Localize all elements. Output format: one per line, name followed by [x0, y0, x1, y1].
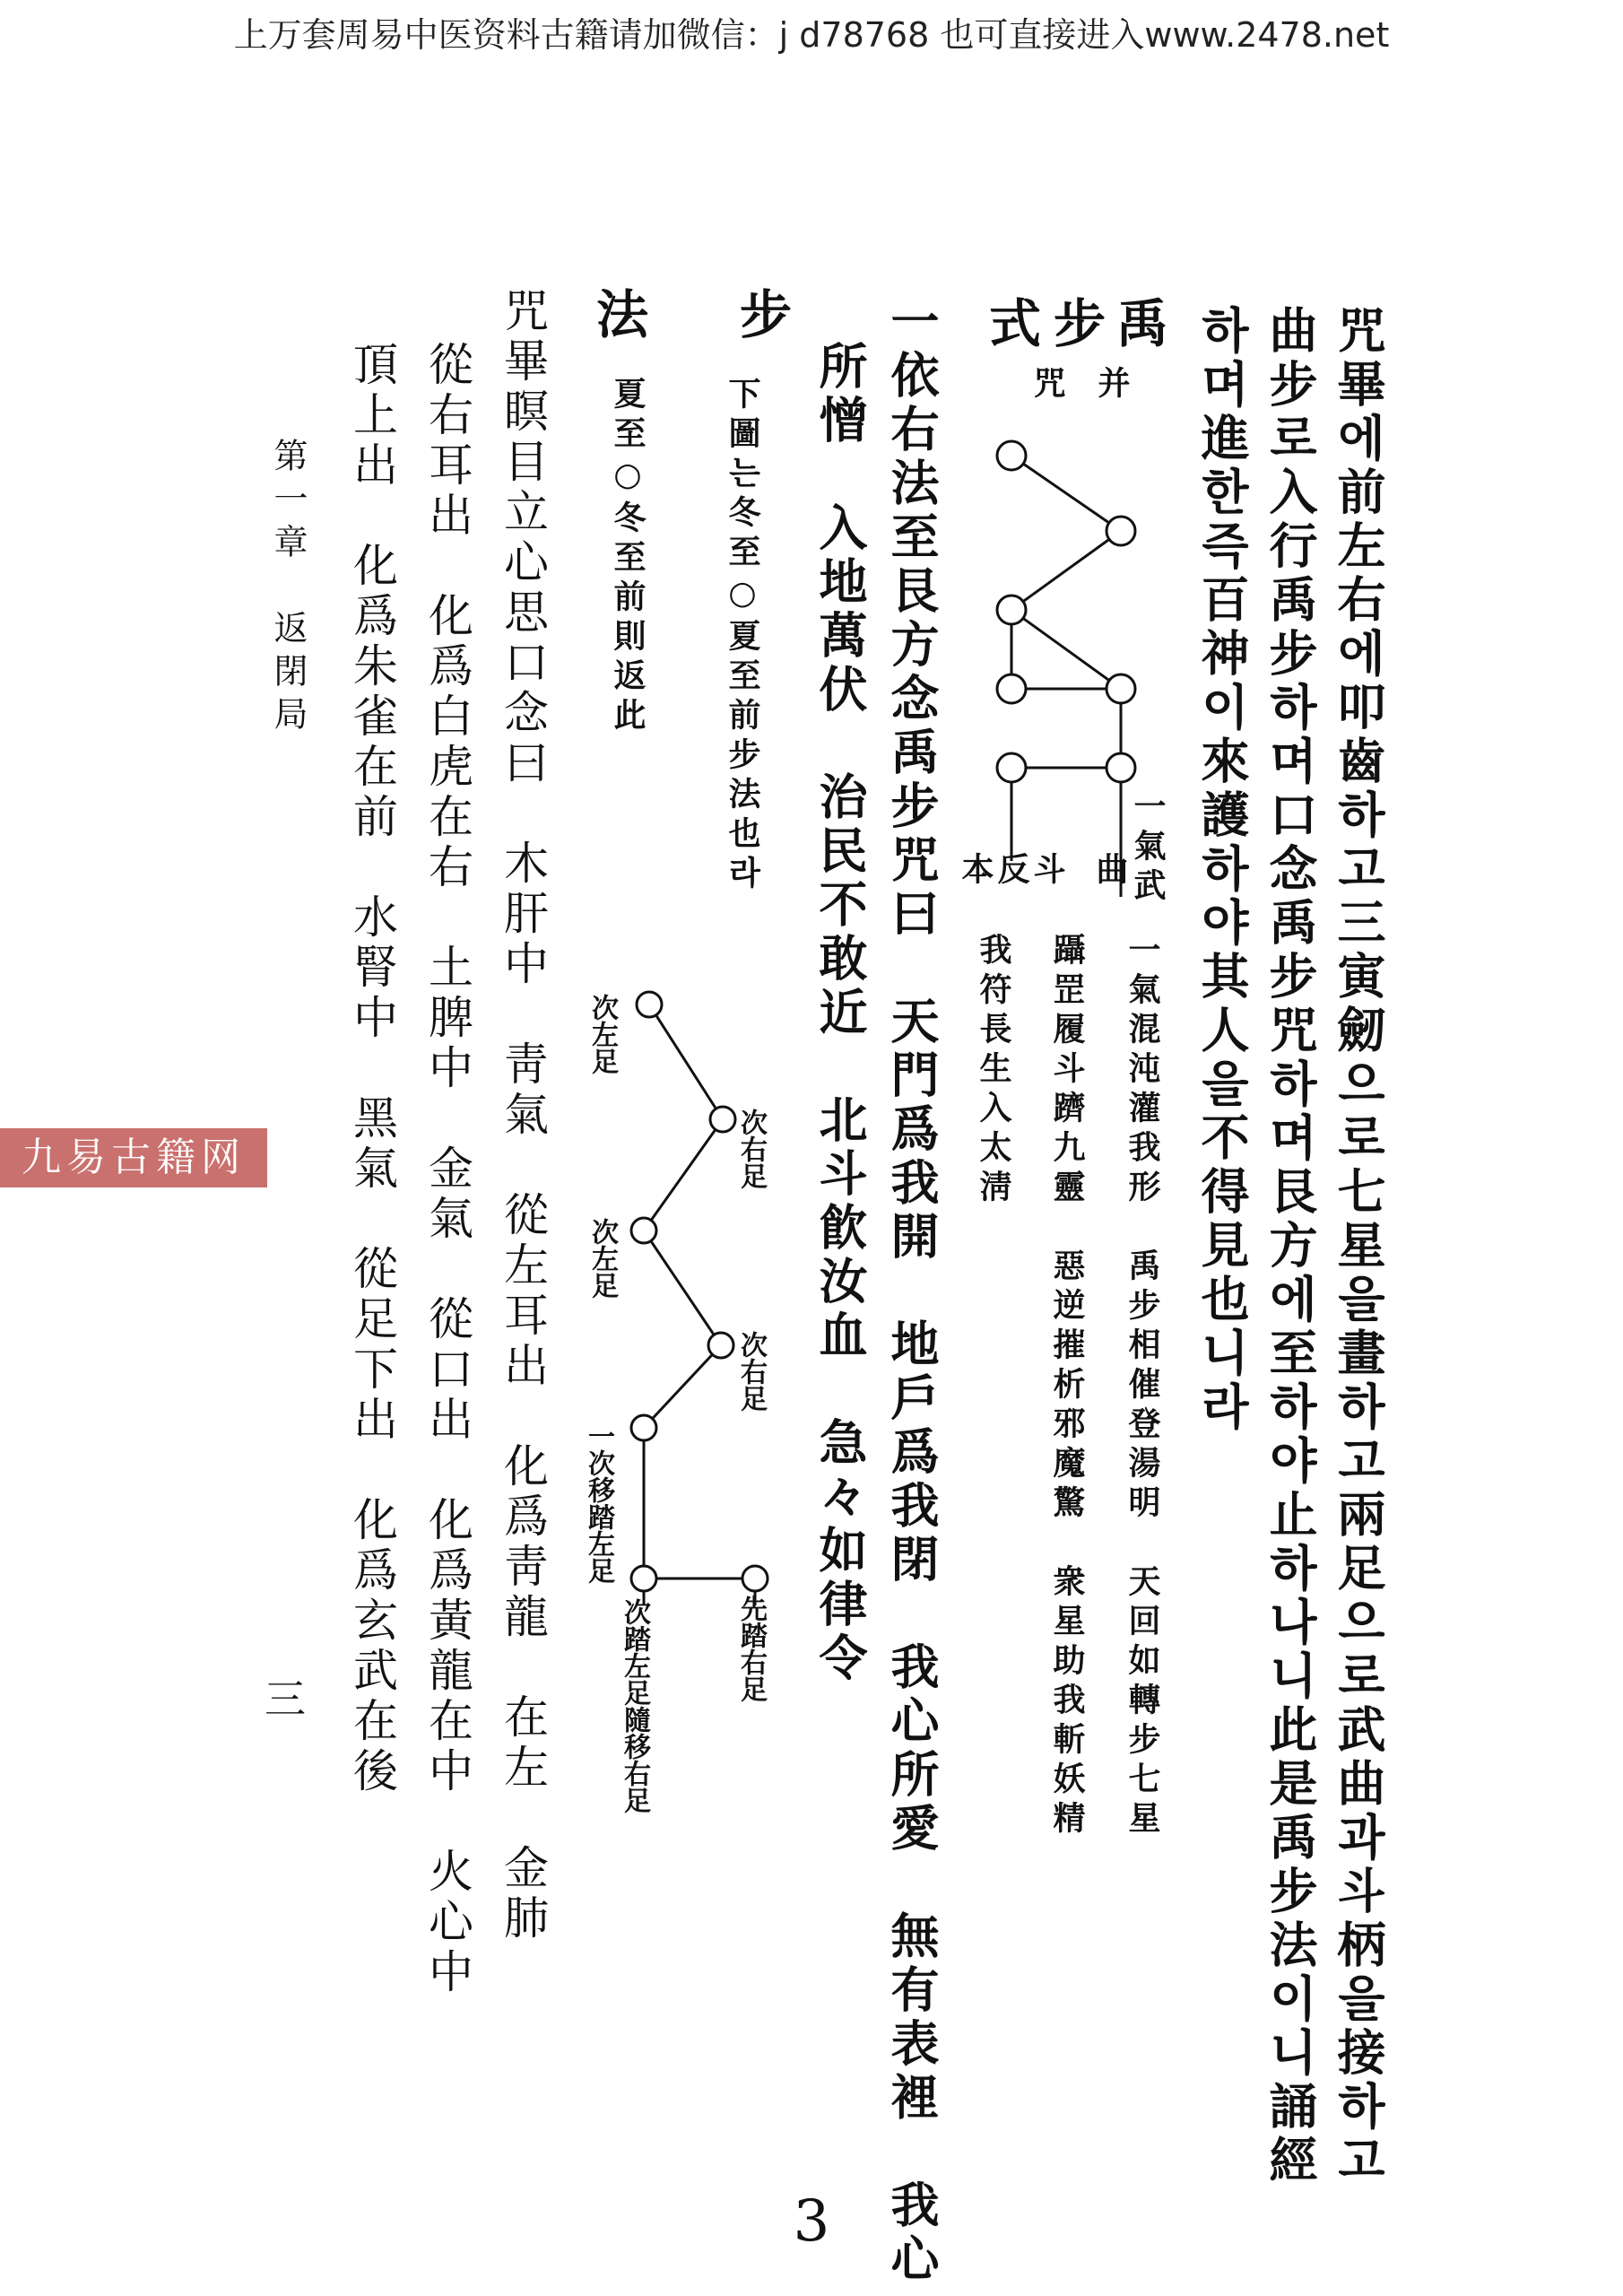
heading-bu: 步: [1045, 296, 1106, 348]
verse-line-1: 一氣混沌灌我形 禹步相催登湯明 天回如轉步七星: [1124, 933, 1161, 1840]
verse-line-3: 我符長生入太淸: [975, 933, 1012, 1209]
diagram1-node: [1107, 753, 1135, 782]
diagram2-node: [631, 1566, 656, 1591]
diagram1-node: [997, 441, 1026, 470]
heading-sub-zhou: 咒: [1028, 366, 1066, 405]
note-winter-summer: 下圖는冬至○夏至前步法也라: [724, 377, 761, 895]
diagram2-node: [708, 1333, 733, 1358]
verse-line-2: 躡罡履斗躋九靈 惡逆摧析邪魔驚 衆星助我斬妖精: [1048, 933, 1086, 1840]
heading-shi: 式: [980, 296, 1041, 348]
incantation-line-2: 所憎 入地萬伏 治民不敢近 北斗飮汝血 急々如律令: [812, 341, 869, 1686]
diagram2-label-3: 次左足: [586, 1218, 618, 1299]
diagram1-label-qu: 曲: [1091, 852, 1129, 891]
incantation-line-1: 一依右法至艮方念禹步咒曰 天門爲我開 地戶爲我閉 我心所愛 無有表裡 我心: [883, 296, 941, 2287]
diagram1-label-ben: 本: [957, 852, 994, 891]
final-line-1: 咒畢瞑目立心思口念曰 木肝中 靑氣 從左耳出 化爲靑龍 在左 金肺: [497, 287, 549, 1944]
diagram1-label-wu: 一氣武: [1129, 789, 1167, 908]
final-line-2: 從右耳出 化爲白虎在右 土脾中 金氣 從口出 化爲黃龍在中 火心中: [421, 341, 473, 1998]
diagram2-label-2: 次右足: [735, 1109, 767, 1189]
diagram2-label-1: 次左足: [586, 994, 618, 1074]
diagram2-node: [637, 992, 662, 1017]
page-number: 3: [793, 2188, 830, 2255]
chapter-header: 第一章 返閉局: [268, 438, 308, 739]
side-watermark-badge: 九易古籍网: [0, 1128, 267, 1187]
main-text-line-2: 曲步로入行禹步하며口念禹步咒하며艮方에至하야止하나니此是禹步法이니誦經: [1262, 305, 1319, 2188]
diagram-step-method: [631, 992, 768, 1605]
diagram1-node: [1107, 517, 1135, 545]
leaf-number: 三: [258, 1677, 307, 1718]
top-watermark: 上万套周易中医资料古籍请加微信：j d78768 也可直接进入www.2478.net: [233, 15, 1390, 55]
heading-bu-2: 步: [731, 287, 792, 339]
diagram2-label-7: 次踏左足隨移右足: [619, 1598, 650, 1813]
final-line-3: 頂上出 化爲朱雀在前 水腎中 黑氣 從足下出 化爲玄武在後: [346, 341, 398, 1797]
note-summer-winter: 夏至○冬至前則返此: [609, 377, 647, 737]
diagram1-node: [997, 753, 1026, 782]
heading-yu: 禹: [1107, 296, 1168, 348]
main-text-line-3: 하며進한즉百神이來護하야其人을不得見也니라: [1193, 305, 1251, 1435]
diagram2-node: [742, 1566, 768, 1591]
diagram2-node: [631, 1218, 656, 1243]
diagram-yu-step: [993, 441, 1135, 897]
diagram2-label-5: 一次移踏左足: [583, 1422, 614, 1584]
diagram2-label-4: 次右足: [735, 1331, 767, 1412]
heading-fa: 法: [587, 287, 648, 339]
diagram2-node: [631, 1415, 656, 1440]
diagram1-node: [997, 674, 1026, 703]
diagram1-label-fan: 反: [993, 852, 1030, 891]
heading-sub-bing: 并: [1093, 366, 1131, 405]
main-text-line-1: 咒畢에前左右에叩齒하고三寅劒으로七星을畫하고兩足으로武曲과斗柄을接하고: [1330, 305, 1387, 2188]
diagram1-label-dou: 斗: [1028, 852, 1066, 891]
diagram1-node: [1107, 674, 1135, 703]
diagram1-node: [997, 596, 1026, 624]
diagram2-label-6: 先踏右足: [735, 1595, 767, 1702]
diagram2-node: [710, 1107, 735, 1132]
